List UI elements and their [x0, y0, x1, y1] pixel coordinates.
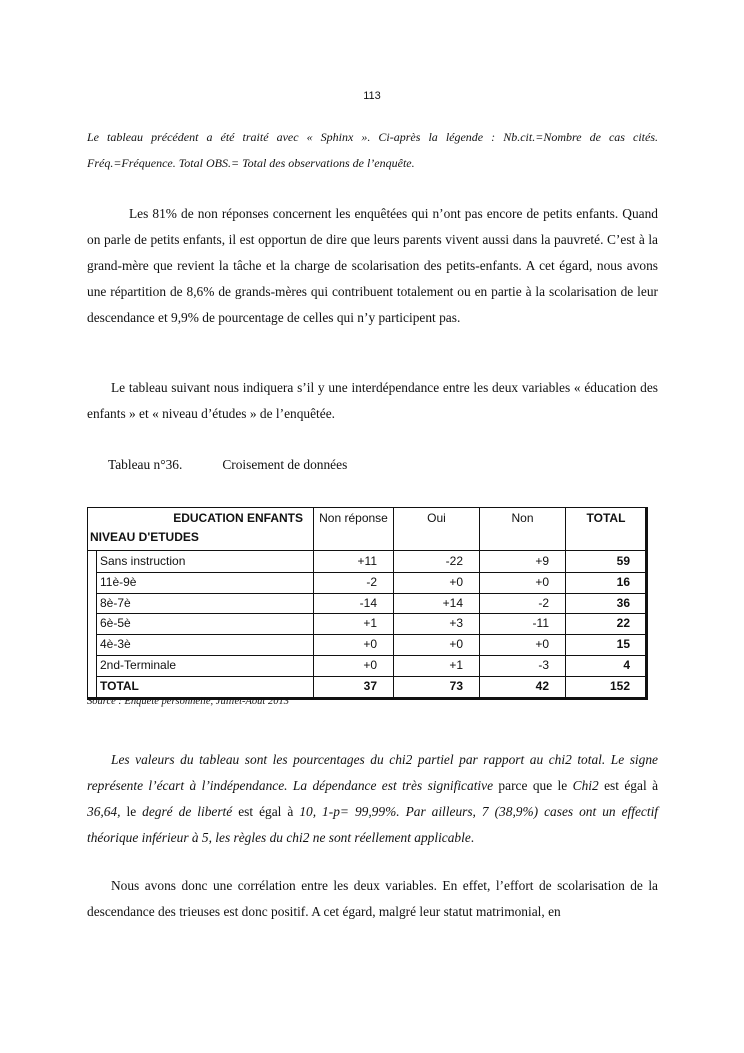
- p3-text-3: le: [120, 804, 143, 819]
- paragraph-1: Les 81% de non réponses concernent les enquêtées qui n’ont pas encore de petits enfants. Quand on parle de petits enfants, il est opportun de dire que leurs parents vivent aussi dans la pauvreté. C’est à la grand-mère que revient la tâche et la charge de scolarisation des petits-enfants. A cet égard, nous avons une répartition de 8,6% de grands-mères qui contribuent totalement ou en partie à la scolarisation de leur descendance et 9,9% de pourcentage de celles qui n’y participent pas.: [87, 206, 658, 325]
- p3-italic-3: 36,64,: [87, 804, 121, 819]
- table-row: [88, 572, 645, 593]
- row-value: +0: [535, 637, 549, 652]
- row-value: +14: [442, 595, 463, 610]
- header-non: Non: [479, 508, 565, 550]
- row-value: -3: [538, 657, 549, 672]
- paragraph-4: Nous avons donc une corrélation entre les deux variables. En effet, l’effort de scolarisation de la descendance des trieuses est donc positif. A cet égard, malgré leur statut matrimonial, en: [87, 878, 658, 919]
- row-value: -11: [532, 616, 549, 631]
- row-label: 11è-9è: [100, 574, 137, 589]
- crosstab-table: [87, 507, 648, 700]
- page-number: 113: [363, 90, 381, 102]
- column-variable-label: EDUCATION ENFANTS: [173, 511, 303, 525]
- row-value: -22: [445, 554, 463, 568]
- header-oui: Oui: [393, 508, 479, 550]
- row-value: 37: [363, 678, 377, 693]
- table-header-row: [88, 508, 645, 551]
- table-caption: [108, 452, 347, 478]
- table-number: Tableau n°36.: [108, 457, 183, 472]
- row-value: 22: [616, 616, 630, 631]
- p3-italic-4: degré de liberté: [142, 804, 233, 819]
- table-row: [88, 613, 645, 634]
- table-row: [88, 593, 645, 614]
- row-value: -14: [359, 595, 377, 610]
- row-label: 4è-3è: [100, 637, 131, 652]
- p3-text-5: .: [470, 830, 475, 845]
- row-value: 15: [616, 637, 630, 652]
- row-value: +1: [449, 657, 463, 672]
- row-value: 42: [535, 678, 549, 693]
- table-row: [88, 551, 645, 572]
- table-row: [88, 634, 645, 655]
- row-value: 36: [616, 595, 630, 610]
- p3-text-2: est égal à: [598, 778, 659, 793]
- row-value: +1: [363, 616, 377, 631]
- table-row: [88, 655, 645, 676]
- p3-text-4: est égal à: [232, 804, 300, 819]
- row-value: 4: [623, 657, 630, 672]
- p3-italic-5: 10, 1-p= 99,99%. Par ailleurs, 7 (38,9%) cases ont un effectif théorique inférieur à 5, les règles du chi2 ne sont réellement applicable: [87, 804, 659, 845]
- p3-text-1: parce que le: [493, 778, 573, 793]
- table-source: Source : Enquête personnelle, Juillet-Août 2013: [87, 696, 289, 707]
- table-body: [88, 551, 645, 697]
- row-value: +0: [363, 657, 377, 672]
- legend-note: Le tableau précédent a été traité avec « Sphinx ». Ci-après la légende : Nb.cit.=Nombre de cas cités. Fréq.=Fréquence. Total OBS.= Total des observations de l’enquête.: [87, 130, 658, 170]
- table-row: [88, 676, 645, 697]
- header-non-reponse: Non réponse: [313, 508, 393, 550]
- row-value: +3: [449, 616, 463, 631]
- row-value: 16: [616, 574, 630, 589]
- row-value: +9: [535, 554, 549, 568]
- row-label: Sans instruction: [100, 554, 186, 568]
- row-value: +0: [535, 574, 549, 589]
- table-title: Croisement de données: [222, 457, 348, 472]
- row-variable-label: NIVEAU D'ETUDES: [90, 530, 199, 544]
- p3-italic-1: Les valeurs du tableau sont les pourcentages du chi2 partiel par rapport au chi2 total. Le signe représente l’écart à l’indépendance. La dépendance est très significative: [87, 752, 658, 793]
- row-label: TOTAL: [100, 678, 139, 693]
- row-value: +0: [449, 637, 463, 652]
- row-label: 2nd-Terminale: [100, 657, 177, 672]
- row-label: 6è-5è: [100, 616, 131, 631]
- row-value: +0: [363, 637, 377, 652]
- header-total: TOTAL: [565, 508, 646, 550]
- row-value: 152: [609, 678, 630, 693]
- paragraph-2: Le tableau suivant nous indiquera s’il y une interdépendance entre les deux variables « éducation des enfants » et « niveau d’études » de l’enquêtée.: [87, 380, 658, 421]
- row-value: 59: [616, 554, 630, 568]
- row-value: +0: [449, 574, 463, 589]
- row-value: -2: [366, 574, 377, 589]
- row-label: 8è-7è: [100, 595, 131, 610]
- row-value: +11: [357, 554, 377, 568]
- paragraph-3: [87, 747, 658, 851]
- row-value: -2: [538, 595, 549, 610]
- table-corner-cell: [88, 508, 313, 550]
- row-value: 73: [449, 678, 463, 693]
- p3-italic-2: Chi2: [572, 778, 599, 793]
